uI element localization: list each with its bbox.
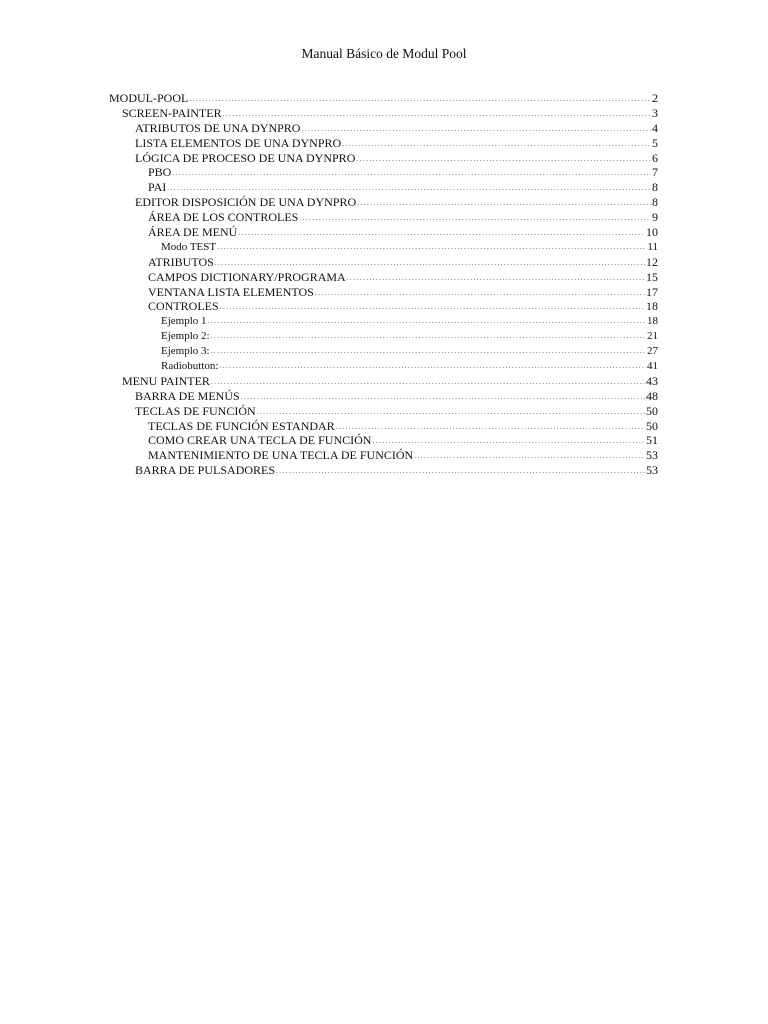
toc-dot-leader bbox=[357, 196, 651, 211]
toc-entry-page-number: 50 bbox=[646, 403, 658, 418]
toc-entry-page-number: 27 bbox=[647, 345, 658, 358]
toc-dot-leader bbox=[301, 122, 651, 137]
toc-entry[interactable] bbox=[109, 121, 658, 136]
toc-entry-label: BARRA DE MENÚS bbox=[135, 388, 240, 403]
toc-dot-leader bbox=[299, 211, 651, 226]
toc-entry[interactable] bbox=[109, 389, 658, 404]
toc-entry-label: LISTA ELEMENTOS DE UNA DYNPRO bbox=[135, 135, 342, 150]
toc-entry-label: Modo TEST bbox=[161, 240, 217, 253]
table-of-contents bbox=[109, 91, 658, 478]
toc-entry-label: PBO bbox=[148, 165, 172, 180]
toc-dot-leader bbox=[220, 300, 645, 315]
toc-entry-label: EDITOR DISPOSICIÓN DE UNA DYNPRO bbox=[135, 195, 357, 210]
toc-entry-page-number: 48 bbox=[646, 388, 658, 403]
toc-entry-page-number: 8 bbox=[652, 195, 658, 210]
toc-entry[interactable] bbox=[109, 299, 658, 314]
toc-entry-page-number: 18 bbox=[647, 315, 658, 328]
toc-entry-page-number: 17 bbox=[646, 284, 658, 299]
toc-dot-leader bbox=[208, 314, 646, 329]
toc-entry-label: ATRIBUTOS bbox=[148, 254, 214, 269]
toc-dot-leader bbox=[219, 359, 646, 374]
document-title: Manual Básico de Modul Pool bbox=[301, 46, 467, 61]
toc-entry-label: Ejemplo 2: bbox=[161, 330, 210, 343]
toc-entry[interactable] bbox=[109, 195, 658, 210]
toc-entry-label: MENU PAINTER bbox=[122, 373, 210, 388]
toc-dot-leader bbox=[238, 226, 645, 241]
toc-dot-leader bbox=[347, 271, 645, 286]
toc-dot-leader bbox=[336, 420, 645, 435]
toc-entry-label: VENTANA LISTA ELEMENTOS bbox=[148, 284, 314, 299]
toc-dot-leader bbox=[217, 240, 646, 255]
toc-entry-page-number: 8 bbox=[652, 180, 658, 195]
toc-entry[interactable] bbox=[109, 433, 658, 448]
toc-entry-page-number: 2 bbox=[652, 91, 658, 105]
toc-entry[interactable] bbox=[109, 374, 658, 389]
toc-entry[interactable] bbox=[109, 344, 658, 359]
toc-entry-label: COMO CREAR UNA TECLA DE FUNCIÓN bbox=[148, 433, 372, 448]
toc-entry-page-number: 12 bbox=[646, 254, 658, 269]
toc-entry[interactable] bbox=[109, 240, 658, 255]
toc-entry-page-number: 7 bbox=[652, 165, 658, 180]
toc-entry-label: PAI bbox=[148, 180, 167, 195]
toc-dot-leader bbox=[276, 464, 645, 479]
toc-entry-label: ATRIBUTOS DE UNA DYNPRO bbox=[135, 120, 301, 135]
toc-entry-page-number: 4 bbox=[652, 120, 658, 135]
toc-entry-label: Radiobutton: bbox=[161, 360, 219, 373]
toc-entry[interactable] bbox=[109, 151, 658, 166]
toc-entry-label: MODUL-POOL bbox=[109, 91, 189, 105]
toc-entry-label: TECLAS DE FUNCIÓN ESTANDAR bbox=[148, 418, 335, 433]
toc-entry-page-number: 11 bbox=[647, 240, 658, 253]
toc-entry-page-number: 43 bbox=[646, 373, 658, 388]
toc-entry[interactable] bbox=[109, 91, 658, 106]
toc-entry[interactable] bbox=[109, 359, 658, 374]
toc-entry-label: ÁREA DE MENÚ bbox=[148, 225, 238, 240]
toc-entry-label: TECLAS DE FUNCIÓN bbox=[135, 403, 256, 418]
toc-dot-leader bbox=[223, 107, 651, 122]
toc-entry[interactable] bbox=[109, 329, 658, 344]
toc-entry[interactable] bbox=[109, 314, 658, 329]
toc-entry[interactable] bbox=[109, 285, 658, 300]
toc-entry-page-number: 5 bbox=[652, 135, 658, 150]
toc-entry[interactable] bbox=[109, 210, 658, 225]
toc-entry-page-number: 51 bbox=[646, 433, 658, 448]
toc-entry-page-number: 18 bbox=[646, 299, 658, 314]
toc-entry-page-number: 10 bbox=[646, 225, 658, 240]
toc-dot-leader bbox=[241, 390, 645, 405]
toc-entry-label: Ejemplo 3: bbox=[161, 345, 210, 358]
toc-entry-label: CAMPOS DICTIONARY/PROGRAMA bbox=[148, 269, 346, 284]
toc-entry-label: Ejemplo 1 bbox=[161, 315, 207, 328]
toc-dot-leader bbox=[211, 344, 646, 359]
toc-entry[interactable] bbox=[109, 255, 658, 270]
toc-entry-label: CONTROLES bbox=[148, 299, 219, 314]
toc-entry-page-number: 41 bbox=[647, 360, 658, 373]
toc-entry-label: BARRA DE PULSADORES bbox=[135, 463, 276, 478]
toc-dot-leader bbox=[356, 152, 651, 167]
toc-dot-leader bbox=[215, 256, 645, 271]
toc-entry-page-number: 15 bbox=[646, 269, 658, 284]
toc-entry-label: SCREEN-PAINTER bbox=[122, 105, 222, 120]
toc-entry[interactable] bbox=[109, 136, 658, 151]
toc-entry-page-number: 6 bbox=[652, 150, 658, 165]
toc-dot-leader bbox=[211, 375, 645, 390]
toc-entry[interactable] bbox=[109, 404, 658, 419]
toc-entry[interactable] bbox=[109, 165, 658, 180]
toc-entry-label: MANTENIMIENTO DE UNA TECLA DE FUNCIÓN bbox=[148, 448, 414, 463]
toc-entry[interactable] bbox=[109, 419, 658, 434]
toc-dot-leader bbox=[211, 329, 646, 344]
toc-entry[interactable] bbox=[109, 463, 658, 478]
toc-entry-page-number: 50 bbox=[646, 418, 658, 433]
toc-entry-page-number: 3 bbox=[652, 105, 658, 120]
toc-entry[interactable] bbox=[109, 106, 658, 121]
toc-entry-label: LÓGICA DE PROCESO DE UNA DYNPRO bbox=[135, 150, 356, 165]
toc-entry[interactable] bbox=[109, 180, 658, 195]
toc-dot-leader bbox=[315, 286, 645, 301]
toc-entry[interactable] bbox=[109, 225, 658, 240]
toc-dot-leader bbox=[372, 434, 645, 449]
toc-dot-leader bbox=[172, 166, 651, 181]
toc-entry-label: ÁREA DE LOS CONTROLES bbox=[148, 210, 299, 225]
toc-entry-page-number: 53 bbox=[646, 463, 658, 478]
toc-dot-leader bbox=[342, 137, 651, 152]
toc-dot-leader bbox=[257, 405, 645, 420]
toc-entry[interactable] bbox=[109, 270, 658, 285]
toc-entry-page-number: 53 bbox=[646, 448, 658, 463]
toc-dot-leader bbox=[414, 449, 645, 464]
toc-entry[interactable] bbox=[109, 448, 658, 463]
toc-entry-page-number: 9 bbox=[652, 210, 658, 225]
toc-dot-leader bbox=[167, 181, 651, 196]
toc-dot-leader bbox=[189, 92, 651, 107]
toc-entry-page-number: 21 bbox=[647, 330, 658, 343]
